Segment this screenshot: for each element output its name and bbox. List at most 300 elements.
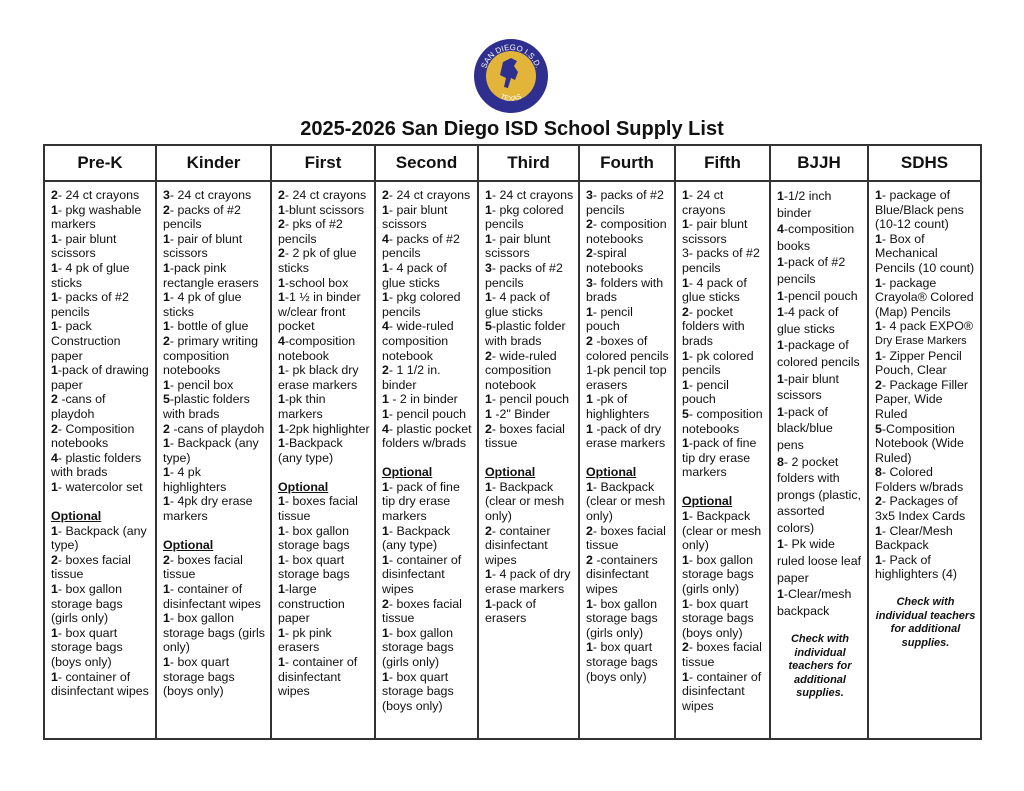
item-text: - 24 ct crayons	[388, 188, 471, 202]
supply-item	[278, 392, 370, 421]
supply-item	[682, 349, 765, 378]
item-text: - packs of #2 pencils	[382, 231, 460, 261]
supply-item	[382, 553, 473, 597]
supply-item	[163, 290, 266, 319]
supply-item	[51, 451, 151, 480]
supply-list-table	[43, 144, 982, 740]
item-quantity: 2	[485, 523, 492, 538]
supply-item	[485, 290, 574, 319]
grade-header-fifth: Fifth	[675, 145, 770, 181]
item-text: - wide-ruled composition notebook	[485, 348, 557, 392]
supply-item	[382, 407, 473, 422]
item-text: -blunt scissors	[284, 202, 365, 217]
item-quantity: 1	[485, 231, 492, 246]
supply-item	[163, 465, 266, 494]
item-quantity: 3	[163, 188, 170, 202]
grade-header-bjjh: BJJH	[770, 145, 868, 181]
item-quantity: 1	[163, 231, 170, 246]
supply-item	[682, 436, 765, 480]
supply-item	[382, 261, 473, 290]
item-quantity: 1	[586, 596, 593, 611]
item-quantity: 1	[278, 202, 285, 217]
item-quantity: 2	[51, 392, 58, 407]
supply-item	[278, 290, 370, 334]
supply-item	[163, 334, 266, 378]
supply-item	[51, 290, 151, 319]
supply-column	[156, 181, 271, 739]
item-quantity: 1	[382, 669, 389, 684]
item-text: - pencil pouch	[491, 392, 570, 407]
item-text: - pair of blunt scissors	[163, 231, 243, 261]
item-text: - pencil box	[169, 377, 234, 392]
item-quantity: 5	[485, 319, 492, 334]
item-text: - composition notebooks	[586, 217, 667, 246]
supply-item	[682, 246, 765, 275]
supply-item	[777, 536, 863, 586]
item-text: - pair blunt scissors	[682, 217, 748, 246]
item-quantity: 5	[875, 421, 882, 436]
supply-item	[382, 392, 473, 407]
item-quantity: 2	[586, 333, 593, 348]
item-text: - 4 pack EXPO®	[881, 319, 973, 334]
supply-column	[375, 181, 478, 739]
supply-item	[51, 524, 151, 553]
item-quantity: 2	[485, 348, 492, 363]
supply-item	[382, 232, 473, 261]
item-quantity: 1	[163, 611, 170, 626]
item-text: - container of disinfectant wipes	[682, 669, 762, 713]
item-quantity: 1	[163, 290, 170, 305]
item-text: -pk of highlighters	[586, 392, 650, 421]
supply-item	[777, 337, 863, 370]
supply-item	[382, 203, 473, 232]
supply-item	[875, 349, 976, 378]
supply-item	[382, 319, 473, 363]
item-quantity: 1	[278, 655, 285, 669]
item-text: - box quart storage bags (boys only)	[51, 625, 123, 669]
item-quantity: 1	[682, 188, 689, 202]
item-quantity: 1	[682, 509, 689, 524]
supply-item	[163, 232, 266, 261]
item-text: - container of disinfectant wipes	[278, 655, 358, 699]
supply-item	[51, 232, 151, 261]
item-text: -2" Binder	[491, 406, 551, 421]
item-quantity: 1	[682, 217, 689, 232]
item-quantity: 1	[278, 363, 285, 378]
supply-item	[163, 392, 266, 421]
item-quantity: 1	[278, 275, 285, 290]
item-quantity: 1	[382, 392, 389, 407]
item-quantity: 2	[485, 421, 492, 436]
grade-header-sdhs: SDHS	[868, 145, 981, 181]
item-text: - 4 pk of glue sticks	[163, 290, 242, 319]
supply-item	[485, 203, 574, 232]
item-quantity: 1	[382, 625, 389, 640]
supply-item	[51, 363, 151, 392]
item-quantity: 2	[163, 552, 170, 567]
item-text: - Backpack (any type)	[51, 523, 147, 553]
item-text: -pk thin markers	[278, 392, 326, 421]
supply-item	[51, 480, 151, 495]
optional-heading: Optional	[163, 538, 214, 553]
supply-column	[770, 181, 868, 739]
item-text: -pencil pouch	[783, 288, 858, 303]
item-text: - Composition notebooks	[51, 421, 135, 451]
supply-item	[485, 261, 574, 290]
item-text: -pack of fine tip dry erase markers	[682, 436, 757, 480]
item-quantity: 1	[278, 436, 285, 451]
item-text: - Backpack (clear or mesh only)	[586, 479, 666, 524]
item-text: - 4 pack of glue sticks	[682, 275, 747, 305]
item-text: - 2 pocket folders with prongs (plastic, assorted colors)	[777, 454, 862, 535]
item-text: - primary writing composition notebooks	[163, 333, 259, 378]
item-text: - pks of #2 pencils	[278, 217, 343, 246]
item-text: - plastic pocket folders w/brads	[382, 421, 472, 451]
supply-item	[382, 363, 473, 392]
item-text: -package of colored pencils	[777, 338, 860, 369]
item-quantity: 1	[485, 392, 492, 407]
grade-header-second: Second	[375, 145, 478, 181]
optional-heading: Optional	[51, 509, 102, 524]
supply-item	[51, 422, 151, 451]
item-quantity: 1	[51, 625, 58, 640]
item-text: - Backpack (any type)	[382, 523, 451, 553]
item-quantity: 4	[777, 222, 784, 237]
item-text: - pocket folders with brads	[682, 304, 745, 348]
item-text: -large construction paper	[278, 582, 345, 626]
supply-item	[163, 188, 266, 203]
item-quantity: 1	[586, 479, 593, 494]
supply-item	[485, 319, 574, 348]
item-quantity: 1	[51, 290, 58, 305]
item-text: -pack pink rectangle erasers	[163, 260, 259, 290]
item-quantity: 1	[875, 523, 882, 538]
supply-item	[682, 597, 765, 641]
item-text: - 1 1/2 in. binder	[382, 363, 441, 392]
item-text: 3- packs of #2 pencils	[682, 246, 760, 275]
item-text: - container disinfectant wipes	[485, 523, 551, 567]
item-text: -pair blunt scissors	[777, 371, 840, 403]
supply-item	[163, 319, 266, 334]
item-text: - box gallon storage bags (girls only)	[382, 625, 454, 669]
item-quantity: 1	[586, 421, 593, 436]
supply-column	[44, 181, 156, 739]
item-text: -pack of erasers	[485, 596, 536, 626]
item-quantity: 1	[51, 523, 58, 538]
item-text: - boxes facial tissue	[51, 552, 131, 582]
item-quantity: 3	[485, 260, 492, 275]
supply-column	[868, 181, 981, 739]
supply-item	[163, 655, 266, 699]
item-quantity: 2	[51, 188, 58, 202]
item-quantity: 2	[278, 188, 285, 202]
supply-item	[875, 276, 976, 320]
supply-item	[51, 319, 151, 363]
supply-item	[485, 480, 574, 524]
item-quantity: 1	[51, 582, 58, 597]
item-text: -Backpack (any type)	[278, 436, 343, 465]
item-text: - boxes facial tissue	[163, 552, 243, 582]
supply-item	[51, 626, 151, 670]
item-text: -composition books	[777, 222, 855, 253]
supply-item	[586, 188, 670, 217]
supply-item	[278, 524, 370, 553]
item-quantity: 1	[163, 655, 170, 669]
item-text: - composition notebooks	[682, 406, 763, 436]
supply-item	[163, 436, 266, 465]
item-quantity: 1	[382, 552, 389, 567]
item-text: -pack of black/blue pens	[777, 404, 833, 452]
item-quantity: 1	[51, 669, 58, 684]
item-text: -composition notebook	[278, 333, 356, 363]
supply-item	[278, 188, 370, 203]
item-quantity: 1	[51, 202, 58, 217]
supply-item	[875, 422, 976, 466]
item-quantity: 1	[51, 319, 58, 334]
supply-item	[278, 217, 370, 246]
item-text: - pk colored pencils	[682, 348, 754, 378]
item-quantity: 1	[163, 494, 170, 509]
supply-item	[163, 582, 266, 611]
supply-item	[278, 422, 370, 437]
item-quantity: 1	[51, 479, 58, 494]
supply-item	[777, 188, 863, 221]
supply-item	[278, 246, 370, 275]
optional-heading: Optional	[485, 465, 536, 480]
item-quantity: 1	[586, 392, 593, 407]
item-text: - box gallon storage bags (girls only)	[682, 552, 754, 597]
supply-item	[485, 232, 574, 261]
item-text: - 2 in binder	[388, 392, 458, 407]
item-text: - boxes facial tissue	[278, 494, 358, 524]
supply-item	[682, 670, 765, 714]
item-text: - pencil pouch	[388, 406, 467, 421]
item-text: - box quart storage bags (boys only)	[163, 655, 235, 699]
item-quantity: 1	[777, 189, 784, 203]
grade-header-first: First	[271, 145, 375, 181]
item-text: - container of disinfectant wipes	[382, 552, 462, 597]
item-text: - pkg colored pencils	[382, 290, 461, 319]
page-title: 2025-2026 San Diego ISD School Supply List	[300, 118, 724, 140]
item-quantity: 1	[278, 523, 285, 538]
item-text: - pencil pouch	[586, 304, 633, 334]
item-text: - 24 ct crayons	[284, 188, 367, 202]
item-quantity: 5	[682, 406, 689, 421]
item-text: - box gallon storage bags	[278, 523, 350, 553]
supply-item	[382, 422, 473, 451]
supply-item	[163, 553, 266, 582]
item-quantity: 1	[485, 479, 492, 494]
supply-item	[485, 349, 574, 393]
item-quantity: 5	[163, 392, 170, 407]
item-text: - pencil pouch	[682, 377, 729, 407]
item-text: -plastic folder with brads	[485, 319, 566, 348]
item-quantity: 1	[163, 260, 170, 275]
item-text: - 4 pk highlighters	[163, 465, 227, 494]
item-text: - boxes facial tissue	[382, 596, 462, 626]
supply-item	[485, 188, 574, 203]
item-text: - box quart storage bags (boys only)	[586, 640, 658, 684]
item-text: - Package Filler Paper, Wide Ruled	[875, 377, 968, 421]
supply-item	[586, 305, 670, 334]
supply-item	[682, 378, 765, 407]
supply-item	[163, 422, 266, 437]
item-quantity: 1	[382, 406, 389, 421]
item-text: - boxes facial tissue	[682, 640, 762, 669]
supply-item	[51, 582, 151, 626]
supply-item	[875, 378, 976, 422]
item-quantity: 2	[586, 217, 593, 232]
supply-item	[682, 217, 765, 246]
item-quantity: 2	[682, 640, 689, 655]
item-text: - Clear/Mesh Backpack	[875, 523, 953, 553]
supply-item	[278, 582, 370, 626]
item-text: - 24 ct crayons	[491, 188, 574, 202]
supply-item	[586, 553, 670, 597]
supply-item	[875, 232, 976, 276]
supply-item	[682, 509, 765, 553]
supply-item	[51, 203, 151, 232]
supply-item	[682, 305, 765, 349]
item-quantity: 1	[485, 290, 492, 305]
supply-item	[875, 465, 976, 494]
item-quantity: 1	[485, 567, 492, 582]
optional-heading: Optional	[586, 465, 637, 480]
item-text: - box gallon storage bags (girls only)	[586, 596, 658, 640]
supply-item	[51, 188, 151, 203]
item-quantity: 2	[278, 246, 285, 261]
item-quantity: 1	[682, 436, 689, 451]
item-text: - boxes facial tissue	[485, 421, 565, 451]
item-quantity: 1	[777, 305, 784, 320]
supply-item	[586, 392, 670, 421]
item-quantity: 1	[777, 255, 784, 270]
item-text: - pk black dry erase markers	[278, 363, 359, 392]
supply-item	[278, 363, 370, 392]
item-text: - packs of #2 pencils	[586, 188, 664, 217]
supply-item	[382, 597, 473, 626]
supply-item	[586, 597, 670, 641]
supply-item	[382, 290, 473, 319]
item-quantity: 2	[382, 188, 389, 202]
item-text: - boxes facial tissue	[586, 523, 666, 553]
item-quantity: 1	[485, 406, 492, 421]
item-quantity: 2	[586, 246, 593, 261]
item-text: - packs of #2 pencils	[163, 202, 241, 232]
item-quantity: 2	[682, 304, 689, 319]
item-text: - Packages of 3x5 Index Cards	[875, 494, 966, 524]
item-text: - box gallon storage bags (girls only)	[163, 611, 265, 655]
supply-item	[278, 494, 370, 523]
supply-item	[382, 626, 473, 670]
item-text: - folders with brads	[586, 275, 664, 305]
item-text: - watercolor set	[57, 479, 143, 494]
item-quantity: 2	[382, 596, 389, 611]
supply-item	[586, 524, 670, 553]
supply-item	[163, 203, 266, 232]
item-quantity: 2	[382, 363, 389, 378]
optional-heading: Optional	[278, 479, 329, 494]
supply-item	[682, 276, 765, 305]
supply-item	[682, 188, 765, 217]
item-quantity: 1	[586, 304, 593, 319]
item-text: -Composition Notebook (Wide Ruled)	[875, 421, 964, 465]
item-text: -pack of #2 pencils	[777, 255, 846, 286]
svg-text:TEXAS: TEXAS	[499, 93, 523, 103]
item-quantity: 1	[382, 523, 389, 538]
supply-item	[586, 640, 670, 684]
grade-header-pre-k: Pre-K	[44, 145, 156, 181]
item-text: - pair blunt scissors	[485, 231, 551, 261]
item-text: 1-pk pencil top erasers	[586, 363, 667, 392]
item-text: - package Crayola® Colored (Map) Pencils	[875, 275, 974, 319]
supply-item	[586, 246, 670, 275]
supply-item	[777, 221, 863, 254]
supply-item	[777, 304, 863, 337]
item-quantity: 8	[875, 465, 882, 480]
supply-item	[51, 553, 151, 582]
item-quantity: 4	[278, 333, 285, 348]
supply-item	[875, 188, 976, 232]
supply-item	[163, 494, 266, 523]
supply-item	[586, 334, 670, 363]
item-text: - 4 pack of dry erase markers	[485, 567, 571, 597]
supply-item	[875, 524, 976, 553]
supply-item	[485, 407, 574, 422]
item-quantity: 1	[382, 290, 389, 305]
supply-column	[271, 181, 375, 739]
supply-item	[163, 261, 266, 290]
item-text: - pack Construction paper	[51, 319, 121, 363]
supply-item	[485, 567, 574, 596]
supply-item	[777, 454, 863, 537]
supply-item	[278, 626, 370, 655]
item-quantity: 2	[163, 202, 170, 217]
supply-item	[485, 597, 574, 626]
item-quantity: 2	[586, 523, 593, 538]
item-text: - Backpack (clear or mesh only)	[682, 509, 762, 553]
item-text: -2pk highlighter	[284, 421, 370, 436]
svg-text:SAN DIEGO I.S.D.: SAN DIEGO I.S.D.	[479, 42, 543, 70]
item-quantity: 1	[875, 188, 882, 202]
item-quantity: 1	[163, 377, 170, 392]
item-text: -pack of dry erase markers	[586, 421, 666, 451]
item-quantity: 1	[278, 421, 285, 436]
item-text: -cans of playdoh	[169, 421, 265, 436]
item-quantity: 1	[278, 494, 285, 509]
optional-heading: Optional	[682, 494, 733, 509]
supply-item	[485, 392, 574, 407]
item-text: - plastic folders with brads	[51, 450, 142, 480]
item-text: -plastic folders with brads	[163, 392, 250, 421]
item-text: - box quart storage bags (boys only)	[382, 669, 454, 713]
item-quantity: 1	[682, 348, 689, 363]
item-text: - Zipper Pencil Pouch, Clear	[875, 348, 962, 378]
item-quantity: 1	[163, 465, 170, 480]
supply-item	[682, 407, 765, 436]
item-quantity: 1	[586, 640, 593, 655]
supply-item	[875, 553, 976, 582]
item-text: - Pk wide ruled loose leaf paper	[777, 537, 862, 585]
item-text: - pkg colored pencils	[485, 202, 564, 232]
supply-item	[875, 494, 976, 523]
item-text: -Clear/mesh backpack	[777, 587, 852, 618]
item-quantity: 4	[382, 231, 389, 246]
supply-column	[675, 181, 770, 739]
supply-item	[682, 553, 765, 597]
supply-item	[777, 288, 863, 305]
item-text: - Box of Mechanical Pencils (10 count)	[875, 231, 975, 275]
